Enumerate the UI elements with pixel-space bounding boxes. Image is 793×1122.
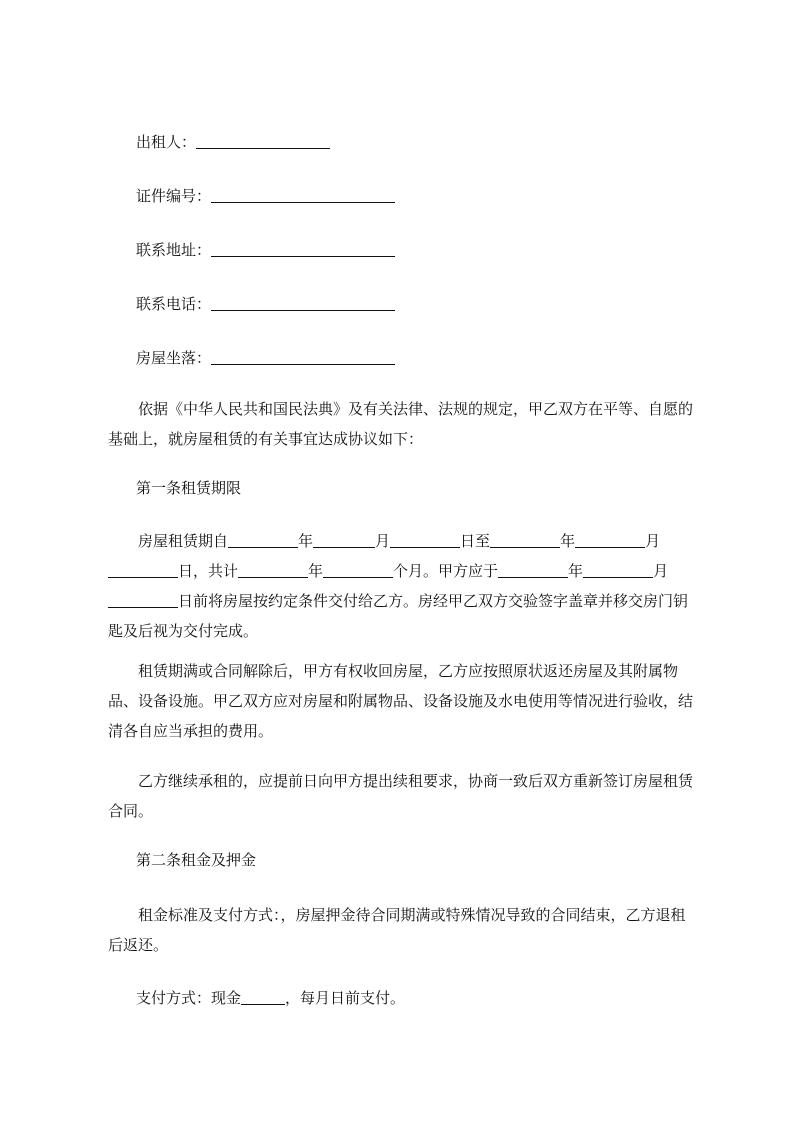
term-text-b: 年	[298, 532, 314, 550]
landlord-label: 出租人：	[136, 133, 197, 151]
payment-method-label: 支付方式：现金	[136, 989, 242, 1007]
landlord-field	[136, 132, 330, 152]
property-location-label: 房屋坐落：	[136, 349, 212, 367]
payment-schedule-text: ，每月日前支付。	[285, 989, 406, 1007]
article1-paragraph2	[108, 656, 700, 746]
property-location-field	[136, 348, 395, 368]
blank	[575, 531, 645, 548]
article2-paragraph1	[108, 900, 700, 960]
term-text-e: 年	[560, 532, 576, 550]
intro-text: 依据《中华人民共和国民法典》及有关法律、法规的规定，甲乙双方在平等、自愿的基础上，就房屋租赁的有关事宜达成协议如下：	[108, 400, 694, 448]
intro-paragraph	[108, 394, 700, 454]
blank	[108, 561, 178, 578]
blank	[390, 531, 460, 548]
article1-title: 第一条租赁期限	[136, 479, 242, 497]
phone-field	[136, 294, 395, 314]
phone-blank	[211, 294, 395, 311]
blank	[583, 561, 653, 578]
term-text-k: 月	[653, 562, 669, 580]
property-location-blank	[211, 348, 395, 365]
article2-title: 第二条租金及押金	[136, 851, 257, 869]
blank	[498, 561, 568, 578]
term-text-i: 个月。甲方应于	[393, 562, 499, 580]
blank	[313, 531, 375, 548]
article1-paragraph3	[108, 766, 700, 826]
term-text-l: 日前将房屋按约定条件交付给乙方。房经甲乙双方交验签字盖章并移交房门钥匙及后视为交付完成。	[108, 592, 689, 640]
term-text-g: 日，共计	[178, 562, 239, 580]
blank	[490, 531, 560, 548]
term-text-j: 年	[568, 562, 584, 580]
article1-paragraph1	[108, 526, 700, 646]
id-number-field	[136, 186, 395, 206]
term-text-f: 月	[645, 532, 661, 550]
return-text: 租赁期满或合同解除后，甲方有权收回房屋，乙方应按照原状返还房屋及其附属物品、设备设施。甲乙双方应对房屋和附属物品、设备设施及水电使用等情况进行验收，结清各自应当承担的费用。	[108, 662, 694, 740]
renewal-text: 乙方继续承租的，应提前日向甲方提出续租要求，协商一致后双方重新签订房屋租赁合同。	[108, 772, 694, 820]
id-number-blank	[211, 186, 395, 203]
cash-blank	[241, 988, 285, 1005]
term-text-a: 房屋租赁期自	[138, 532, 229, 550]
id-number-label: 证件编号：	[136, 187, 212, 205]
term-text-d: 日至	[460, 532, 491, 550]
term-text-c: 月	[375, 532, 391, 550]
payment-method-line	[136, 988, 405, 1008]
term-text-h: 年	[308, 562, 324, 580]
phone-label: 联系电话：	[136, 295, 212, 313]
address-field	[136, 240, 395, 260]
blank	[228, 531, 298, 548]
address-label: 联系地址：	[136, 241, 212, 259]
landlord-blank	[196, 132, 330, 149]
rent-standard-text: 租金标准及支付方式：，房屋押金待合同期满或特殊情况导致的合同结束，乙方退租后返还。	[108, 906, 686, 954]
blank	[108, 591, 178, 608]
blank	[323, 561, 393, 578]
address-blank	[211, 240, 395, 257]
blank	[238, 561, 308, 578]
